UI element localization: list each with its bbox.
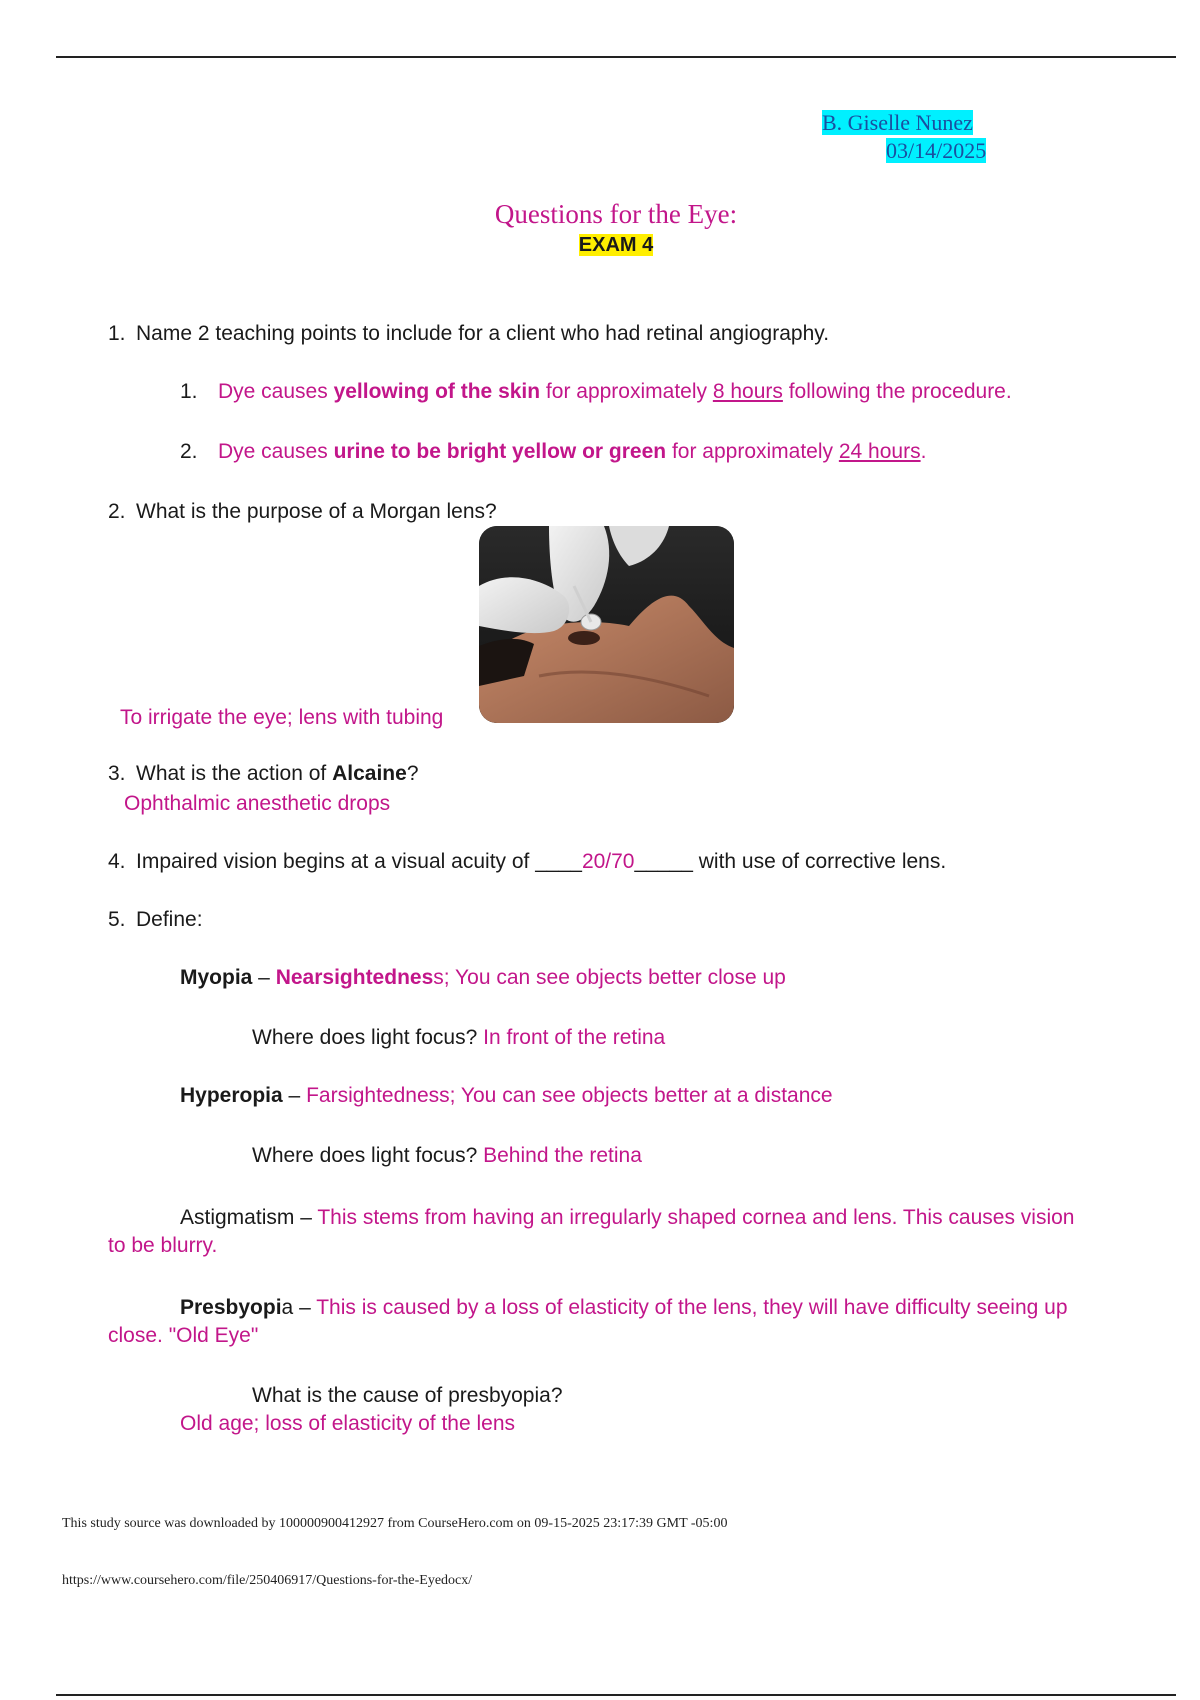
answer-2: To irrigate the eye; lens with tubing bbox=[120, 706, 444, 729]
document-date-text: 03/14/2025 bbox=[886, 138, 987, 163]
astigmatism-definition bbox=[180, 1204, 1074, 1232]
presbyopia-definition-cont: close. "Old Eye" bbox=[108, 1324, 259, 1347]
answer-text: Behind the retina bbox=[483, 1144, 642, 1167]
question-number: 4. bbox=[108, 850, 126, 873]
answer-number: 2. bbox=[180, 440, 198, 463]
question-text: What is the action of bbox=[136, 762, 333, 785]
dash: – bbox=[294, 1206, 318, 1229]
top-divider bbox=[56, 56, 1176, 58]
question-text: Name 2 teaching points to include for a client who had retinal angiography. bbox=[136, 322, 830, 345]
answer-text: for approximately bbox=[540, 380, 713, 403]
term: Presbyopi bbox=[180, 1296, 282, 1319]
page-title: Questions for the Eye: bbox=[494, 199, 738, 229]
answer-text: . bbox=[920, 440, 927, 463]
term-rest: a bbox=[281, 1296, 294, 1319]
question-number: 3. bbox=[108, 762, 126, 785]
question-4 bbox=[108, 848, 946, 876]
presbyopia-cause-answer: Old age; loss of elasticity of the lens bbox=[180, 1412, 516, 1435]
answer-text: This is caused by a loss of elasticity of the lens, they will have difficulty seeing up bbox=[316, 1296, 1068, 1319]
term: Myopia bbox=[180, 966, 253, 989]
myopia-focus bbox=[252, 1024, 665, 1052]
answer-duration: 24 hours bbox=[838, 440, 921, 463]
answer-text: Dye causes bbox=[218, 440, 334, 463]
answer-text: for approximately bbox=[666, 440, 839, 463]
morgan-lens-illustration bbox=[479, 526, 734, 723]
visual-acuity-value: 20/70 bbox=[581, 850, 635, 873]
dash: – bbox=[293, 1296, 317, 1319]
dash: – bbox=[282, 1084, 307, 1107]
answer-text: Farsightedness; You can see objects better at a distance bbox=[306, 1084, 833, 1107]
question-text: Impaired vision begins at a visual acuity of bbox=[136, 850, 536, 873]
download-notice: This study source was downloaded by 100000900412927 from CourseHero.com on 09-15-2025 23:17:39 GMT -05:00 bbox=[62, 1516, 728, 1531]
dash: – bbox=[252, 966, 276, 989]
myopia-definition bbox=[180, 964, 786, 992]
author-name bbox=[822, 110, 973, 136]
answer-number: 1. bbox=[180, 380, 198, 403]
question-number: 1. bbox=[108, 322, 126, 345]
blank-line: _____ bbox=[634, 850, 693, 873]
answer-emphasis: Nearsightednes bbox=[275, 966, 434, 989]
document-date bbox=[886, 138, 986, 164]
morgan-lens-photo bbox=[479, 526, 734, 723]
question-text: Define: bbox=[136, 908, 203, 931]
answer-text: This stems from having an irregularly shaped cornea and lens. This causes vision bbox=[317, 1206, 1075, 1229]
answer-text: s; You can see objects better close up bbox=[433, 966, 786, 989]
presbyopia-cause-question: What is the cause of presbyopia? bbox=[252, 1384, 563, 1407]
answer-emphasis: yellowing of the skin bbox=[333, 380, 541, 403]
question-number: 5. bbox=[108, 908, 126, 931]
answer-duration: 8 hours bbox=[712, 380, 783, 403]
answer-1-2 bbox=[180, 438, 926, 466]
term: Hyperopia bbox=[180, 1084, 283, 1107]
bottom-divider bbox=[56, 1694, 1176, 1696]
answer-1-1 bbox=[180, 378, 1012, 406]
answer-emphasis: urine to be bright yellow or green bbox=[333, 440, 667, 463]
hyperopia-definition bbox=[180, 1082, 833, 1110]
question-3 bbox=[108, 760, 419, 788]
term: Astigmatism bbox=[180, 1206, 295, 1229]
sub-question: Where does light focus? bbox=[252, 1144, 484, 1167]
answer-text: In front of the retina bbox=[483, 1026, 666, 1049]
author-name-text: B. Giselle Nunez bbox=[822, 110, 973, 135]
hyperopia-focus bbox=[252, 1142, 642, 1170]
source-url[interactable]: https://www.coursehero.com/file/250406917/Questions-for-the-Eyedocx/ bbox=[62, 1573, 473, 1588]
question-text: What is the purpose of a Morgan lens? bbox=[136, 500, 497, 523]
drug-name: Alcaine bbox=[332, 762, 407, 785]
sub-question: Where does light focus? bbox=[252, 1026, 484, 1049]
question-5 bbox=[108, 906, 203, 934]
blank-line: ____ bbox=[535, 850, 582, 873]
answer-3: Ophthalmic anesthetic drops bbox=[124, 792, 391, 815]
question-number: 2. bbox=[108, 500, 126, 523]
presbyopia-definition bbox=[180, 1294, 1068, 1322]
question-text: ? bbox=[406, 762, 419, 785]
answer-text: Dye causes bbox=[218, 380, 334, 403]
exam-label-text: EXAM 4 bbox=[578, 234, 654, 256]
question-2 bbox=[108, 498, 497, 526]
question-text: with use of corrective lens. bbox=[692, 850, 947, 873]
answer-text: following the procedure. bbox=[782, 380, 1012, 403]
exam-label bbox=[0, 232, 1200, 258]
question-1 bbox=[108, 320, 829, 348]
astigmatism-definition-cont: to be blurry. bbox=[108, 1234, 218, 1257]
